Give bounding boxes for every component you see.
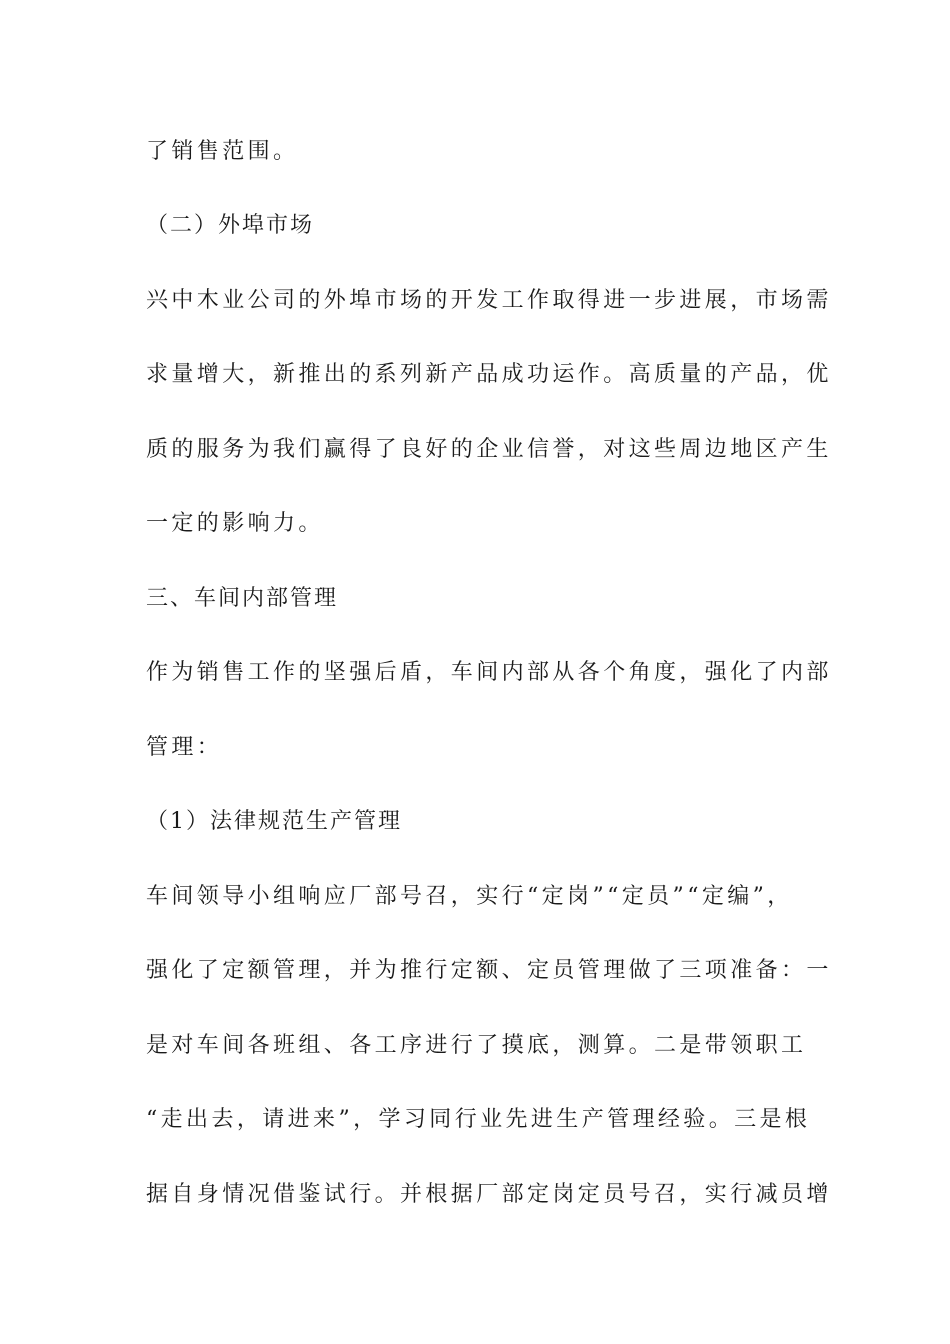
paragraph-line: 一定的影响力。 bbox=[146, 511, 324, 536]
paragraph-line: 是对车间各班组、各工序进行了摸底，测算。二是带领职工 bbox=[146, 1033, 807, 1058]
paragraph-line: “走出去，请进来”，学习同行业先进生产管理经验。三是根 bbox=[146, 1107, 811, 1132]
paragraph-line: 作为销售工作的坚强后盾，车间内部从各个角度，强化了内部 bbox=[146, 660, 832, 685]
paragraph-line: 了销售范围。 bbox=[146, 139, 299, 164]
section-heading: （1）法律规范生产管理 bbox=[146, 809, 402, 834]
paragraph-line: 车间领导小组响应厂部号召，实行“定岗”“定员”“定编”， bbox=[146, 884, 793, 909]
paragraph-line: 据自身情况借鉴试行。并根据厂部定岗定员号召，实行减员增 bbox=[146, 1182, 832, 1207]
paragraph-line: 兴中木业公司的外埠市场的开发工作取得进一步进展，市场需 bbox=[146, 288, 832, 313]
section-heading: （二）外埠市场 bbox=[146, 213, 315, 238]
paragraph-line: 强化了定额管理，并为推行定额、定员管理做了三项准备：一 bbox=[146, 958, 832, 983]
paragraph-line: 求量增大，新推出的系列新产品成功运作。高质量的产品，优 bbox=[146, 362, 832, 387]
paragraph-line: 管理： bbox=[146, 735, 223, 760]
paragraph-line: 质的服务为我们赢得了良好的企业信誉，对这些周边地区产生 bbox=[146, 437, 832, 462]
section-heading: 三、车间内部管理 bbox=[146, 586, 339, 611]
